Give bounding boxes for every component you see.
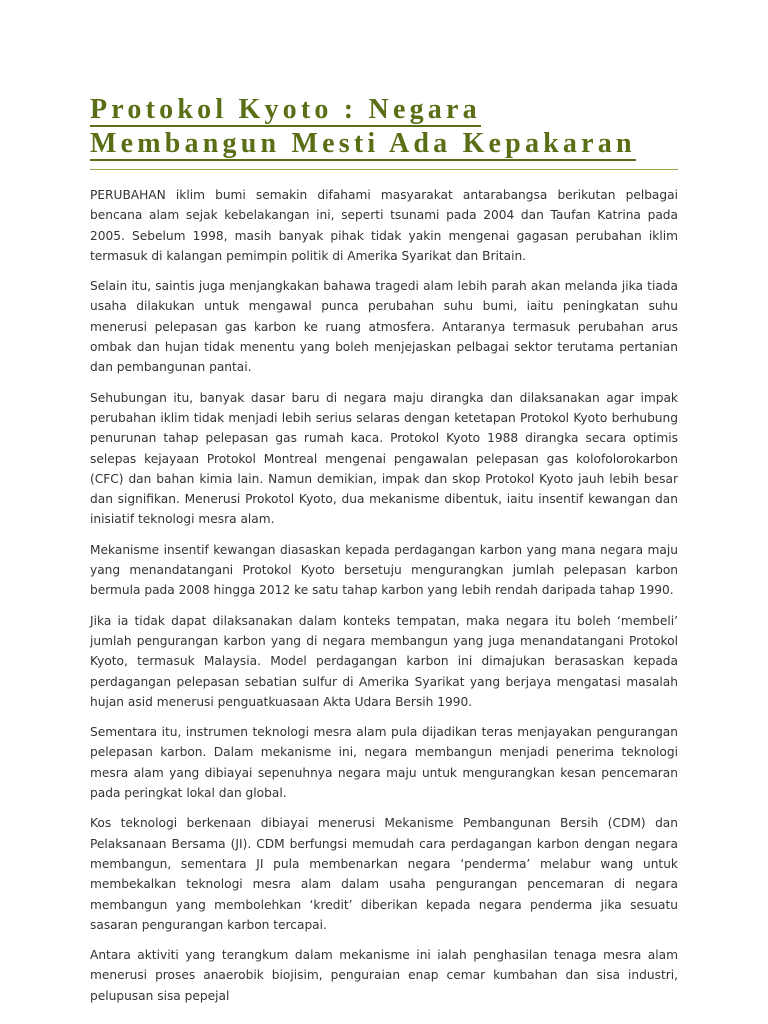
- paragraph-4: Mekanisme insentif kewangan diasaskan kepada perdagangan karbon yang mana negara maju yang menandatangani Protokol Kyoto bersetuju mengurangkan jumlah pelepasan karbon bermula pada 2008 hingga 2012 ke satu tahap karbon yang lebih rendah daripada tahap 1990.: [90, 542, 678, 598]
- title-divider: [90, 169, 678, 170]
- paragraph-5: Jika ia tidak dapat dilaksanakan dalam konteks tempatan, maka negara itu boleh ‘membeli’ jumlah pengurangan karbon yang di negara membangun yang juga menandatangani Protokol Kyoto, termasuk Malaysia. Model perdagangan karbon ini dimajukan berasaskan kepada perdagangan pelepasan sebatian sulfur di Amerika Syarikat yang berjaya mengatasi masalah hujan asid menerusi penguatkuasaan Akta Udara Bersih 1990.: [90, 613, 678, 709]
- document-page: [90, 93, 678, 1016]
- article-title: [90, 93, 678, 161]
- paragraph-6: Sementara itu, instrumen teknologi mesra alam pula dijadikan teras menjayakan pengurangan pelepasan karbon. Dalam mekanisme ini, negara membangun menjadi penerima teknologi mesra alam yang dibiayai sepenuhnya negara maju untuk mengurangkan kesan pencemaran pada peringkat lokal dan global.: [90, 725, 678, 801]
- paragraph-2: Selain itu, saintis juga menjangkakan bahawa tragedi alam lebih parah akan melanda jika tiada usaha dilakukan untuk mengawal punca perubahan suhu bumi, iaitu peningkatan suhu menerusi pelepasan gas karbon ke ruang atmosfera. Antaranya termasuk perubahan arus ombak dan hujan tidak menentu yang boleh menjejaskan pelbagai sektor terutama pertanian dan pembangunan pantai.: [90, 279, 678, 375]
- article-body: [90, 185, 678, 1006]
- paragraph-8: Antara aktiviti yang terangkum dalam mekanisme ini ialah penghasilan tenaga mesra alam menerusi proses anaerobik biojisim, penguraian enap cemar kumbahan dan sisa industri, pelupusan sisa pepejal: [90, 948, 678, 1003]
- title-line-1: Protokol Kyoto : Negara: [90, 94, 481, 125]
- paragraph-7: Kos teknologi berkenaan dibiayai menerusi Mekanisme Pembangunan Bersih (CDM) dan Pelaksanaan Bersama (JI). CDM berfungsi memudah cara perdagangan karbon dengan negara membangun, sementara JI pula membenarkan negara ‘penderma’ melabur wang untuk membekalkan teknologi mesra alam dalam usaha pengurangan pencemaran di negara membangun yang membolehkan ‘kredit’ diberikan kepada negara penderma jika sesuatu sasaran pengurangan karbon tercapai.: [90, 816, 678, 932]
- paragraph-1: PERUBAHAN iklim bumi semakin difahami masyarakat antarabangsa berikutan pelbagai bencana alam sejak kebelakangan ini, seperti tsunami pada 2004 dan Taufan Katrina pada 2005. Sebelum 1998, masih banyak pihak tidak yakin mengenai gagasan perubahan iklim termasuk di kalangan pemimpin politik di Amerika Syarikat dan Britain.: [90, 188, 678, 263]
- title-line-2: Membangun Mesti Ada Kepakaran: [90, 128, 636, 159]
- paragraph-3: Sehubungan itu, banyak dasar baru di negara maju dirangka dan dilaksanakan agar impak perubahan iklim tidak menjadi lebih serius selaras dengan ketetapan Protokol Kyoto berhubung penurunan tahap pelepasan gas rumah kaca. Protokol Kyoto 1988 dirangka secara optimis selepas kejayaan Protokol Montreal mengenai pengawalan pelepasan gas kolofolorokarbon (CFC) dan bahan kimia lain. Namun demikian, impak dan skop Protokol Kyoto jauh lebih besar dan signifikan. Menerusi Prokotol Kyoto, dua mekanisme dibentuk, iaitu insentif kewangan dan inisiatif teknologi mesra alam.: [90, 390, 678, 527]
